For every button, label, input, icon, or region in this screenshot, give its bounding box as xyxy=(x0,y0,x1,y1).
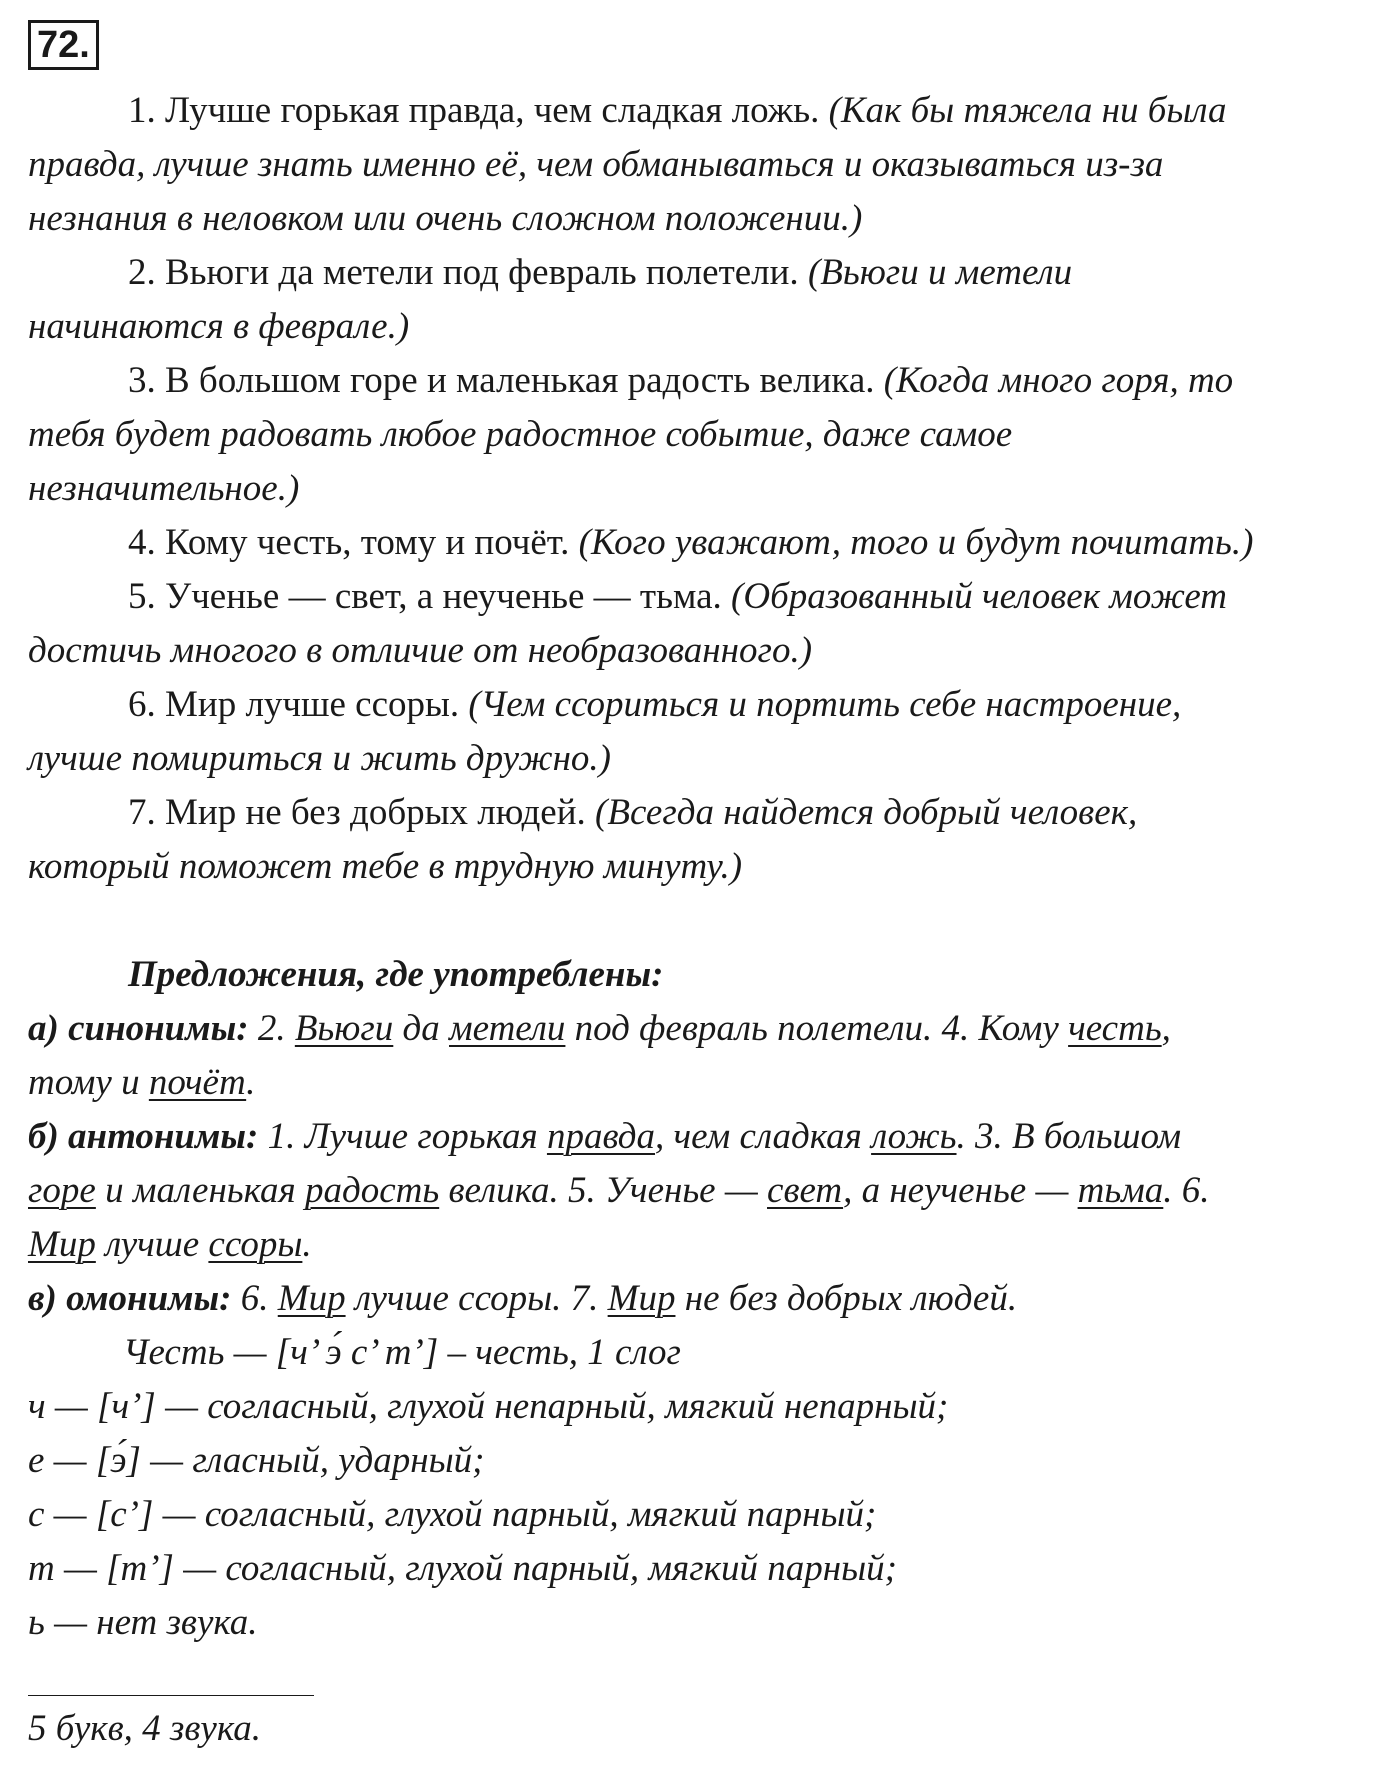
underlined-word: Мир xyxy=(28,1224,96,1265)
text-fragment: . xyxy=(302,1224,312,1265)
text-fragment: . 3. В большом xyxy=(956,1116,1182,1157)
proverb-7-line-2: который поможет тебе в трудную минуту.) xyxy=(28,846,743,887)
text-fragment: 1. Лучше горькая xyxy=(267,1116,538,1157)
proverb-explanation: (Чем ссориться и портить себе настроение, xyxy=(468,684,1182,725)
proverb-number: 5. xyxy=(128,576,156,617)
proverb-1-line-1 xyxy=(128,84,1226,138)
footnote: 5 букв, 4 звука. xyxy=(28,1708,261,1749)
proverb-text: Кому честь, тому и почёт. xyxy=(165,522,570,563)
underlined-word: почёт xyxy=(148,1062,247,1103)
proverb-5-line-2: достичь многого в отличие от необразованного.) xyxy=(28,630,813,671)
text-fragment: . 6. xyxy=(1163,1170,1210,1211)
underlined-word: горе xyxy=(28,1170,96,1211)
underlined-word: свет xyxy=(767,1170,844,1211)
proverb-1-line-2: правда, лучше знать именно её, чем обманываться и оказываться из-за xyxy=(28,144,1164,185)
proverb-3-line-1 xyxy=(128,354,1233,408)
underlined-word: Вьюги xyxy=(294,1008,394,1049)
proverb-5-line-1 xyxy=(128,570,1227,624)
proverb-number: 1. xyxy=(128,90,156,131)
text-fragment: , чем сладкая xyxy=(655,1116,862,1157)
proverb-text: Мир лучше ссоры. xyxy=(165,684,460,725)
proverb-6-line-1 xyxy=(128,678,1181,732)
underlined-word: Мир xyxy=(277,1278,346,1319)
proverb-explanation: (Когда много горя, то xyxy=(883,360,1234,401)
proverb-text: Ученье — свет, а неученье — тьма. xyxy=(165,576,722,617)
text-fragment: да xyxy=(402,1008,440,1049)
proverb-2-line-1 xyxy=(128,246,1072,300)
underlined-word: ссоры xyxy=(208,1224,303,1265)
proverb-number: 3. xyxy=(128,360,156,401)
underlined-word: радость xyxy=(304,1170,440,1211)
synonyms-line-1 xyxy=(28,1002,1171,1056)
proverb-3-line-2: тебя будет радовать любое радостное событие, даже самое xyxy=(28,414,1013,455)
exercise-number: 72. xyxy=(28,20,99,70)
text-fragment: , а неученье — xyxy=(843,1170,1069,1211)
proverb-explanation: (Как бы тяжела ни была xyxy=(828,90,1227,131)
text-fragment: . xyxy=(246,1062,256,1103)
antonyms-label: б) антонимы: xyxy=(28,1116,259,1157)
proverb-text: Вьюги да метели под февраль полетели. xyxy=(165,252,799,293)
proverb-explanation: (Всегда найдется добрый человек, xyxy=(595,792,1138,833)
underlined-word: Мир xyxy=(607,1278,676,1319)
analysis-heading: Предложения, где употреблены: xyxy=(128,954,664,995)
proverb-number: 4. xyxy=(128,522,156,563)
proverb-text: Лучше горькая правда, чем сладкая ложь. xyxy=(165,90,820,131)
phonetic-row: ь — нет звука. xyxy=(28,1602,258,1643)
underlined-word: честь xyxy=(1068,1008,1162,1049)
proverb-number: 7. xyxy=(128,792,156,833)
text-fragment: 6. xyxy=(240,1278,269,1319)
phonetic-row: с — [с’] — согласный, глухой парный, мягкий парный; xyxy=(28,1494,877,1535)
synonyms-line-2 xyxy=(28,1056,255,1110)
proverb-6-line-2: лучше помириться и жить дружно.) xyxy=(28,738,612,779)
proverb-7-line-1 xyxy=(128,786,1137,840)
homonyms-label: в) омонимы: xyxy=(28,1278,232,1319)
antonyms-line-2 xyxy=(28,1164,1210,1218)
phonetic-row: е — [э́] — гласный, ударный; xyxy=(28,1440,485,1481)
phonetic-title: Честь — [ч’ э́ с’ т’] – честь, 1 слог xyxy=(123,1332,681,1373)
proverb-2-line-2: начинаются в феврале.) xyxy=(28,306,410,347)
footnote-divider xyxy=(28,1695,314,1696)
text-fragment: под февраль полетели. 4. Кому xyxy=(574,1008,1059,1049)
text-fragment: велика. 5. Ученье — xyxy=(448,1170,758,1211)
underlined-word: метели xyxy=(449,1008,566,1049)
homonyms-line-1 xyxy=(28,1272,1017,1326)
proverb-3-line-3: незначительное.) xyxy=(28,468,300,509)
text-fragment: лучше xyxy=(105,1224,200,1265)
proverb-explanation: (Образованный человек может xyxy=(731,576,1228,617)
text-fragment: тому и xyxy=(28,1062,140,1103)
text-fragment: и маленькая xyxy=(105,1170,296,1211)
antonyms-line-3 xyxy=(28,1218,312,1272)
text-fragment: 2. xyxy=(257,1008,286,1049)
underlined-word: ложь xyxy=(871,1116,957,1157)
proverb-1-line-3: незнания в неловком или очень сложном положении.) xyxy=(28,198,863,239)
phonetic-row: т — [т’] — согласный, глухой парный, мягкий парный; xyxy=(28,1548,897,1589)
proverb-text: Мир не без добрых людей. xyxy=(165,792,586,833)
text-fragment: лучше ссоры. 7. xyxy=(354,1278,599,1319)
proverb-number: 6. xyxy=(128,684,156,725)
text-fragment: , xyxy=(1161,1008,1171,1049)
proverb-text: В большом горе и маленькая радость велика. xyxy=(165,360,875,401)
proverb-number: 2. xyxy=(128,252,156,293)
synonyms-label: а) синонимы: xyxy=(28,1008,249,1049)
proverb-4-line-1 xyxy=(128,516,1253,570)
text-fragment: не без добрых людей. xyxy=(684,1278,1018,1319)
proverb-explanation: (Кого уважают, того и будут почитать.) xyxy=(578,522,1254,563)
antonyms-line-1 xyxy=(28,1110,1181,1164)
underlined-word: тьма xyxy=(1077,1170,1164,1211)
underlined-word: правда xyxy=(546,1116,656,1157)
proverb-explanation: (Вьюги и метели xyxy=(807,252,1073,293)
phonetic-row: ч — [ч’] — согласный, глухой непарный, мягкий непарный; xyxy=(28,1386,949,1427)
